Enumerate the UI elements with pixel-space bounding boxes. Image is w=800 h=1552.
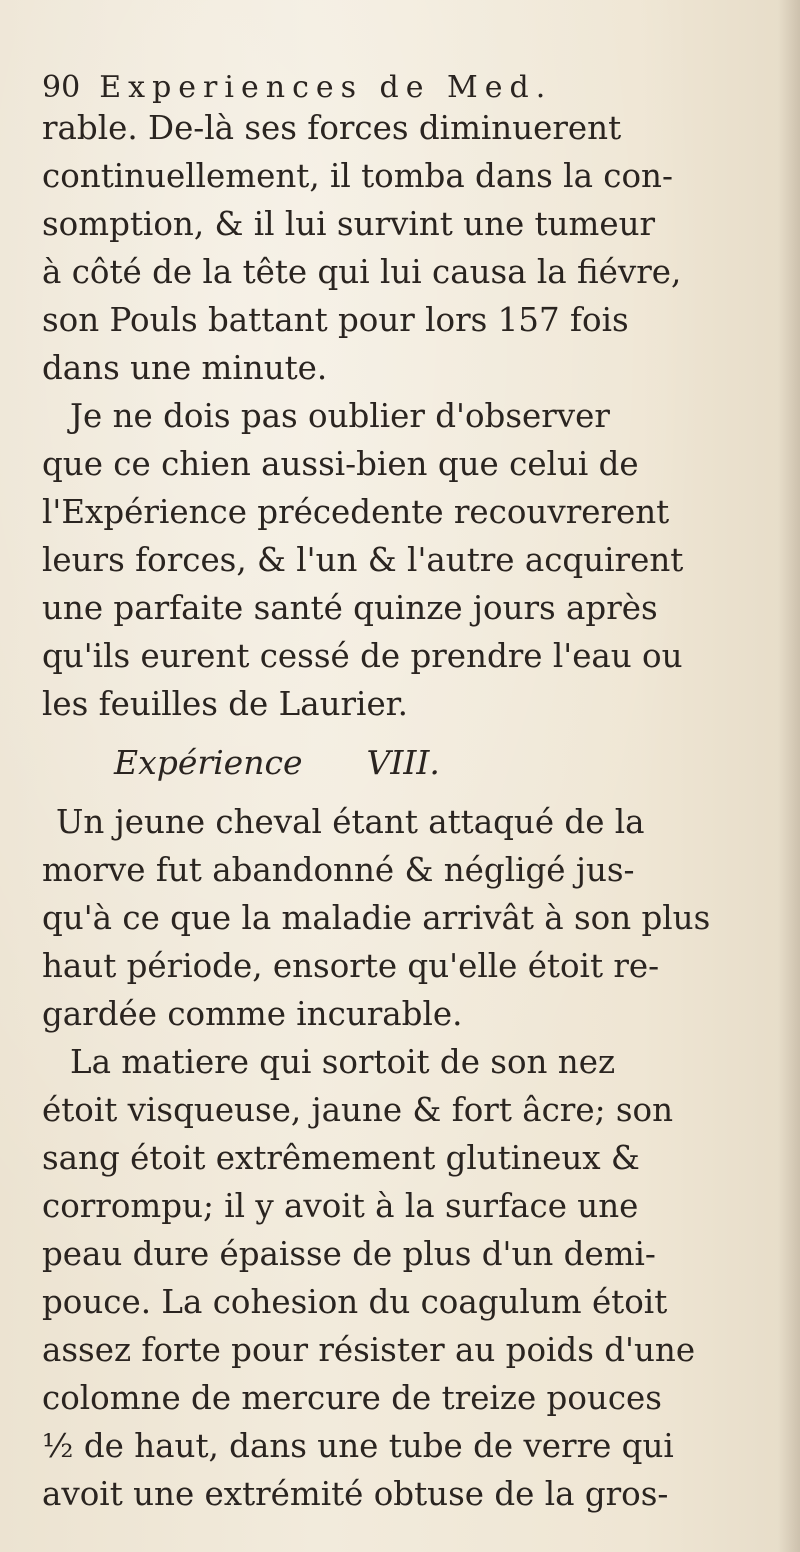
section-heading-numeral: VIII.: [366, 743, 440, 782]
text-line: sang étoit extrêmement glutineux &: [42, 1139, 640, 1177]
text-line: rable. De-là ses forces diminuerent: [42, 109, 622, 147]
text-line: pouce. La cohesion du coagulum étoit: [42, 1283, 668, 1321]
page-body: [42, 104, 782, 1518]
text-line: assez forte pour résister au poids d'une: [42, 1331, 696, 1369]
text-line: peau dure épaisse de plus d'un demi-: [42, 1235, 656, 1273]
text-line: les feuilles de Laurier.: [42, 685, 408, 723]
text-line: Je ne dois pas oublier d'observer: [70, 397, 610, 435]
text-line: que ce chien aussi-bien que celui de: [42, 445, 639, 483]
text-line: corrompu; il y avoit à la surface une: [42, 1187, 639, 1225]
text-line: haut période, ensorte qu'elle étoit re-: [42, 947, 660, 985]
text-line: Un jeune cheval étant attaqué de la: [56, 803, 645, 841]
text-line: somption, & il lui survint une tumeur: [42, 205, 656, 243]
text-line: dans une minute.: [42, 349, 328, 387]
text-line: continuellement, il tomba dans la con-: [42, 157, 673, 195]
text-line: l'Expérience précedente recouvrerent: [42, 493, 670, 531]
running-title: Experiences de Med.: [99, 70, 553, 105]
text-line: avoit une extrémité obtuse de la gros-: [42, 1475, 669, 1513]
text-line: qu'à ce que la maladie arrivât à son plus: [42, 899, 711, 937]
text-line: morve fut abandonné & négligé jus-: [42, 851, 635, 889]
section-heading: [42, 728, 782, 798]
text-line: étoit visqueuse, jaune & fort âcre; son: [42, 1091, 674, 1129]
text-line: son Pouls battant pour lors 157 fois: [42, 301, 629, 339]
text-line: colomne de mercure de treize pouces: [42, 1379, 662, 1417]
page-number: 90: [42, 70, 81, 105]
section-heading-label: Expérience: [114, 743, 303, 782]
text-line: gardée comme incurable.: [42, 995, 463, 1033]
text-line: La matiere qui sortoit de son nez: [70, 1043, 616, 1081]
text-line: une parfaite santé quinze jours après: [42, 589, 658, 627]
text-line: leurs forces, & l'un & l'autre acquirent: [42, 541, 684, 579]
text-line: ½ de haut, dans une tube de verre qui: [42, 1427, 674, 1465]
text-line: à côté de la tête qui lui causa la fiévre,: [42, 253, 682, 291]
text-line: qu'ils eurent cessé de prendre l'eau ou: [42, 637, 683, 675]
